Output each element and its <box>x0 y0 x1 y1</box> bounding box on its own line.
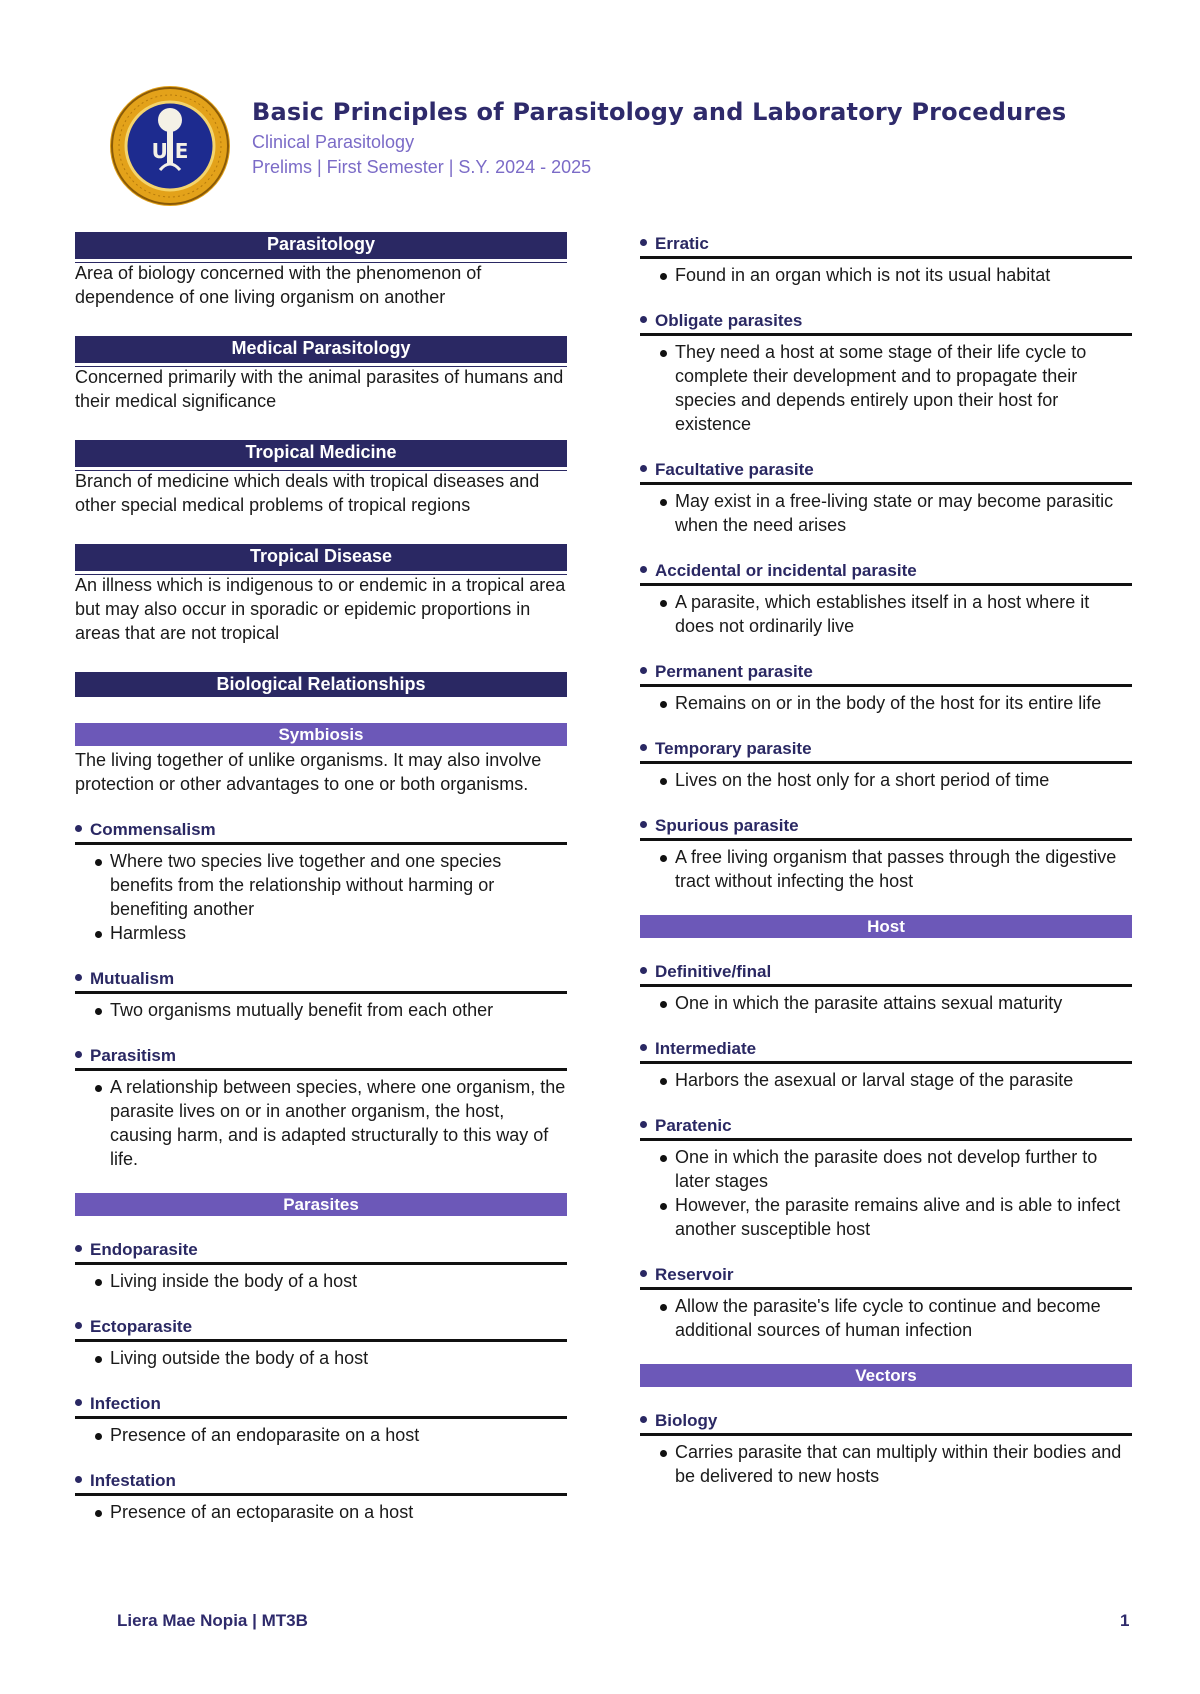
sub-point <box>95 921 567 945</box>
sub-points <box>640 991 1132 1015</box>
bullet-item <box>75 1392 567 1447</box>
bullet-item-name: Mutualism <box>90 969 175 988</box>
definition-block <box>75 544 567 645</box>
sub-bullet-dot-icon <box>95 1008 102 1015</box>
bullet-item-name: Biology <box>655 1411 718 1430</box>
bullet-dot-icon <box>640 1270 647 1277</box>
parasites-heading: Parasites <box>75 1193 567 1216</box>
bullet-item-heading <box>640 232 1132 259</box>
bullet-dot-icon <box>640 1044 647 1051</box>
sub-point <box>660 768 1132 792</box>
sub-point <box>660 340 1132 436</box>
sub-point <box>660 489 1132 537</box>
sub-point <box>95 998 567 1022</box>
bullet-dot-icon <box>75 1245 82 1252</box>
definition-text: Branch of medicine which deals with tropical diseases and other special medical problems of tropical regions <box>75 471 540 515</box>
sub-points <box>640 489 1132 537</box>
sub-bullet-dot-icon <box>660 350 667 357</box>
sub-point <box>660 991 1132 1015</box>
hosts-list <box>640 960 1132 1342</box>
bullet-item <box>640 559 1132 638</box>
bullet-item-heading <box>75 1392 567 1419</box>
bullet-item-name: Paratenic <box>655 1116 732 1135</box>
definition-text: An illness which is indigenous to or endemic in a tropical area but may also occur in sporadic or epidemic proportions in areas that are not tropical <box>75 575 566 643</box>
sub-points <box>75 849 567 945</box>
bullet-dot-icon <box>640 1416 647 1423</box>
sub-point-text: Presence of an ectoparasite on a host <box>110 1502 414 1522</box>
sub-point-text: Harmless <box>110 923 187 943</box>
definition-block <box>75 440 567 517</box>
bullet-dot-icon <box>75 1322 82 1329</box>
sub-point-text: Lives on the host only for a short period of time <box>675 770 1050 790</box>
definition-title: Tropical Medicine <box>75 440 567 467</box>
sub-points <box>75 998 567 1022</box>
parasite-types-list <box>640 232 1132 893</box>
bullet-item-name: Temporary parasite <box>655 739 812 758</box>
sub-point <box>660 263 1132 287</box>
bullet-item <box>640 960 1132 1015</box>
sub-bullet-dot-icon <box>95 1510 102 1517</box>
sub-points <box>75 1423 567 1447</box>
bullet-item-heading <box>640 1037 1132 1064</box>
sub-bullet-dot-icon <box>95 859 102 866</box>
sub-points <box>640 845 1132 893</box>
bullet-dot-icon <box>640 239 647 246</box>
symbiosis-heading: Symbiosis <box>75 723 567 746</box>
bullet-item-name: Spurious parasite <box>655 816 799 835</box>
bullet-item <box>640 1114 1132 1241</box>
sub-point-text: Living inside the body of a host <box>110 1271 358 1291</box>
sub-bullet-dot-icon <box>660 499 667 506</box>
sub-points <box>640 1294 1132 1342</box>
bullet-item-name: Definitive/final <box>655 962 772 981</box>
sub-bullet-dot-icon <box>95 931 102 938</box>
sub-points <box>640 1440 1132 1488</box>
bullet-item <box>75 1238 567 1293</box>
sub-point <box>660 1193 1132 1241</box>
bullet-dot-icon <box>640 967 647 974</box>
sub-point-text: Harbors the asexual or larval stage of the parasite <box>675 1070 1074 1090</box>
page-header <box>108 84 1108 204</box>
bullet-item-heading <box>640 960 1132 987</box>
sub-point <box>95 1423 567 1447</box>
bullet-dot-icon <box>640 1121 647 1128</box>
bullet-item <box>640 458 1132 537</box>
bullet-dot-icon <box>640 316 647 323</box>
bullet-item-name: Erratic <box>655 234 709 253</box>
bullet-item <box>75 1315 567 1370</box>
host-heading: Host <box>640 915 1132 938</box>
term-info: Prelims | First Semester | S.Y. 2024 - 2025 <box>252 157 592 177</box>
definition-block <box>75 336 567 413</box>
bullet-item-name: Intermediate <box>655 1039 757 1058</box>
bullet-item-name: Ectoparasite <box>90 1317 193 1336</box>
sub-bullet-dot-icon <box>660 273 667 280</box>
sub-bullet-dot-icon <box>660 1001 667 1008</box>
sub-points <box>640 340 1132 436</box>
sub-point <box>660 1068 1132 1092</box>
sub-points <box>75 1075 567 1171</box>
bullet-item <box>640 660 1132 715</box>
sub-point-text: Remains on or in the body of the host for its entire life <box>675 693 1102 713</box>
bullet-item-heading <box>75 967 567 994</box>
bullet-dot-icon <box>640 821 647 828</box>
bullet-dot-icon <box>75 825 82 832</box>
bullet-dot-icon <box>640 566 647 573</box>
sub-points <box>75 1500 567 1524</box>
sub-points <box>75 1269 567 1293</box>
biological-relationships-heading: Biological Relationships <box>75 672 567 697</box>
sub-point-text: One in which the parasite does not develop further to later stages <box>675 1147 1098 1191</box>
sub-point <box>660 590 1132 638</box>
symbiosis-definition: The living together of unlike organisms. It may also involve protection or other advantages to one or both organisms. <box>75 750 542 794</box>
parasites-list <box>75 1238 567 1524</box>
bullet-item-name: Infection <box>90 1394 161 1413</box>
definition-title: Medical Parasitology <box>75 336 567 363</box>
bullet-item-heading <box>640 309 1132 336</box>
sub-bullet-dot-icon <box>660 1078 667 1085</box>
bullet-item-heading <box>640 1114 1132 1141</box>
sub-bullet-dot-icon <box>660 600 667 607</box>
sub-point-text: Living outside the body of a host <box>110 1348 369 1368</box>
bullet-item <box>640 1263 1132 1342</box>
sub-bullet-dot-icon <box>660 855 667 862</box>
sub-point-text: Found in an organ which is not its usual habitat <box>675 265 1051 285</box>
bullet-item-name: Parasitism <box>90 1046 176 1065</box>
bullet-item <box>640 232 1132 287</box>
bullet-item <box>75 967 567 1022</box>
document-title: Basic Principles of Parasitology and Laboratory Procedures <box>252 98 1067 126</box>
title-block <box>252 98 1066 178</box>
page-number: 1 <box>1120 1611 1130 1630</box>
sub-point-text: Allow the parasite's life cycle to continue and become additional sources of human infection <box>675 1296 1101 1340</box>
sub-point <box>660 845 1132 893</box>
bullet-dot-icon <box>640 465 647 472</box>
sub-point <box>95 1075 567 1171</box>
sub-point-text: They need a host at some stage of their life cycle to complete their development and to propagate their species and depends entirely upon their host for existence <box>675 342 1087 434</box>
definition-text: Area of biology concerned with the phenomenon of dependence of one living organism on another <box>75 263 482 307</box>
bullet-dot-icon <box>640 667 647 674</box>
bullet-dot-icon <box>640 744 647 751</box>
bullet-item-heading <box>640 660 1132 687</box>
bullet-item-heading <box>640 1263 1132 1290</box>
bullet-dot-icon <box>75 1051 82 1058</box>
course-name: Clinical Parasitology <box>252 132 415 152</box>
sub-points <box>640 691 1132 715</box>
sub-point <box>660 1294 1132 1342</box>
bullet-item-heading <box>75 1238 567 1265</box>
sub-point-text: A parasite, which establishes itself in a host where it does not ordinarily live <box>675 592 1090 636</box>
bullet-item-heading <box>75 818 567 845</box>
sub-bullet-dot-icon <box>95 1356 102 1363</box>
sub-point-text: Where two species live together and one species benefits from the relationship without harming or benefiting another <box>110 851 502 919</box>
bullet-item-heading <box>640 1409 1132 1436</box>
definition-title: Parasitology <box>75 232 567 259</box>
bullet-dot-icon <box>75 1476 82 1483</box>
bullet-item-name: Accidental or incidental parasite <box>655 561 917 580</box>
sub-bullet-dot-icon <box>95 1085 102 1092</box>
bullet-dot-icon <box>75 1399 82 1406</box>
definition-block <box>75 232 567 309</box>
relationships-list <box>75 818 567 1171</box>
sub-point-text: Two organisms mutually benefit from each other <box>110 1000 494 1020</box>
definition-text: Concerned primarily with the animal parasites of humans and their medical significance <box>75 367 564 411</box>
bullet-item-heading <box>640 559 1132 586</box>
sub-points <box>75 1346 567 1370</box>
bullet-item-name: Obligate parasites <box>655 311 803 330</box>
bullet-item-name: Facultative parasite <box>655 460 814 479</box>
bullet-item-heading <box>640 814 1132 841</box>
sub-points <box>640 768 1132 792</box>
bullet-item-name: Infestation <box>90 1471 176 1490</box>
sub-point-text: However, the parasite remains alive and is able to infect another susceptible host <box>675 1195 1121 1239</box>
university-seal-logo <box>108 84 232 208</box>
bullet-item-heading <box>75 1044 567 1071</box>
bullet-item <box>640 737 1132 792</box>
sub-point-text: A free living organism that passes through the digestive tract without infecting the host <box>675 847 1117 891</box>
sub-point <box>95 1346 567 1370</box>
sub-bullet-dot-icon <box>95 1433 102 1440</box>
sub-point <box>660 691 1132 715</box>
sub-points <box>640 263 1132 287</box>
logo-letters: U E <box>151 139 189 163</box>
vectors-heading: Vectors <box>640 1364 1132 1387</box>
bullet-item-heading <box>75 1469 567 1496</box>
definition-title: Tropical Disease <box>75 544 567 571</box>
sub-bullet-dot-icon <box>660 1450 667 1457</box>
bullet-item-name: Permanent parasite <box>655 662 813 681</box>
sub-point-text: One in which the parasite attains sexual maturity <box>675 993 1063 1013</box>
sub-point-text: May exist in a free-living state or may become parasitic when the need arises <box>675 491 1114 535</box>
definitions-list <box>75 232 567 645</box>
sub-bullet-dot-icon <box>660 1304 667 1311</box>
sub-point <box>660 1145 1132 1193</box>
sub-point-text: Carries parasite that can multiply within their bodies and be delivered to new hosts <box>675 1442 1122 1486</box>
bullet-item-name: Endoparasite <box>90 1240 198 1259</box>
bullet-item <box>640 1037 1132 1092</box>
bullet-item-name: Reservoir <box>655 1265 734 1284</box>
sub-point <box>95 1269 567 1293</box>
sub-point-text: A relationship between species, where one organism, the parasite lives on or in another organism, the host, causing harm, and is adapted structurally to this way of life. <box>110 1077 566 1169</box>
bullet-item-heading <box>75 1315 567 1342</box>
bullet-item <box>640 1409 1132 1488</box>
footer-author: Liera Mae Nopia | MT3B <box>117 1611 308 1630</box>
sub-points <box>640 1145 1132 1241</box>
sub-point <box>660 1440 1132 1488</box>
bullet-item <box>640 814 1132 893</box>
sub-bullet-dot-icon <box>95 1279 102 1286</box>
right-column <box>640 232 1132 1510</box>
left-column <box>75 232 567 1546</box>
bullet-item <box>640 309 1132 436</box>
sub-bullet-dot-icon <box>660 1203 667 1210</box>
bullet-item-heading <box>640 737 1132 764</box>
sub-points <box>640 590 1132 638</box>
sub-point <box>95 849 567 921</box>
bullet-item <box>75 1469 567 1524</box>
bullet-item <box>75 818 567 945</box>
bullet-item <box>75 1044 567 1171</box>
vectors-list <box>640 1409 1132 1488</box>
sub-bullet-dot-icon <box>660 1155 667 1162</box>
bullet-item-name: Commensalism <box>90 820 216 839</box>
sub-point <box>95 1500 567 1524</box>
sub-bullet-dot-icon <box>660 701 667 708</box>
bullet-dot-icon <box>75 974 82 981</box>
bullet-item-heading <box>640 458 1132 485</box>
sub-point-text: Presence of an endoparasite on a host <box>110 1425 420 1445</box>
sub-bullet-dot-icon <box>660 778 667 785</box>
sub-points <box>640 1068 1132 1092</box>
